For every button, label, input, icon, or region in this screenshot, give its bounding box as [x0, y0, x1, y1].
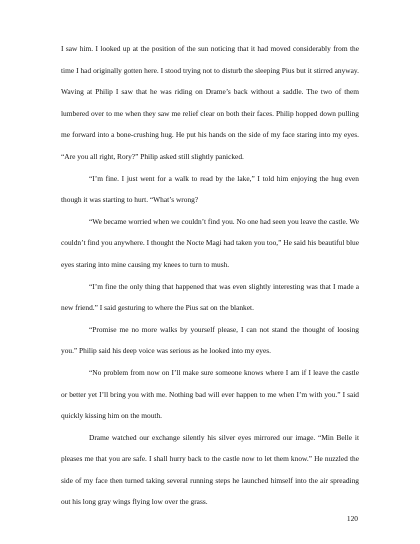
paragraph-4: “I’m fine the only thing that happened that was even slightly interesting was that I made a new friend.” I said gesturing to where the Pius sat on the blanket. [61, 281, 359, 313]
page-number: 120 [346, 514, 358, 523]
paragraph-2: “I’m fine. I just went for a walk to read by the lake,” I told him enjoying the hug even though it was starting to hurt. “What’s wrong? [61, 173, 359, 205]
paragraph-5: “Promise me no more walks by yourself please, I can not stand the thought of loosing you.” Philip said his deep voice was serious as he looked into my eyes. [61, 324, 359, 356]
paragraph-1: I saw him. I looked up at the position of the sun noticing that it had moved considerably from the time I had originally gotten here. I stood trying not to disturb the sleeping Pius but it stirred anyway. Waving at Philip I saw that he was riding on Drame’s back without a saddle. The two of them lumbered over to me when they saw me relief clear on both their faces. Philip hopped down pulling me forward into a bone-crushing hug. He put his hands on the side of my face staring into my eyes. “Are you all right, Rory?” Philip asked still slightly panicked. [61, 44, 359, 161]
body-text [61, 38, 359, 513]
paragraph-3: “We became worried when we couldn’t find you. No one had seen you leave the castle. We couldn’t find you anywhere. I thought the Nocte Magi had taken you too,” He said his beautiful blue eyes staring into mine causing my knees to turn to mush. [61, 216, 359, 269]
paragraph-6: “No problem from now on I’ll make sure someone knows where I am if I leave the castle or better yet I’ll bring you with me. Nothing bad will ever happen to me when I’m with you.” I said quickly kissing him on the mouth. [61, 367, 359, 421]
paragraph-7: Drame watched our exchange silently his silver eyes mirrored our image. “Min Belle it pleases me that you are safe. I shall hurry back to the castle now to let them know.” He nuzzled the side of my face then turned taking several running steps he launched himself into the air spreading out his long gray wings flying low over the grass. [61, 432, 359, 507]
